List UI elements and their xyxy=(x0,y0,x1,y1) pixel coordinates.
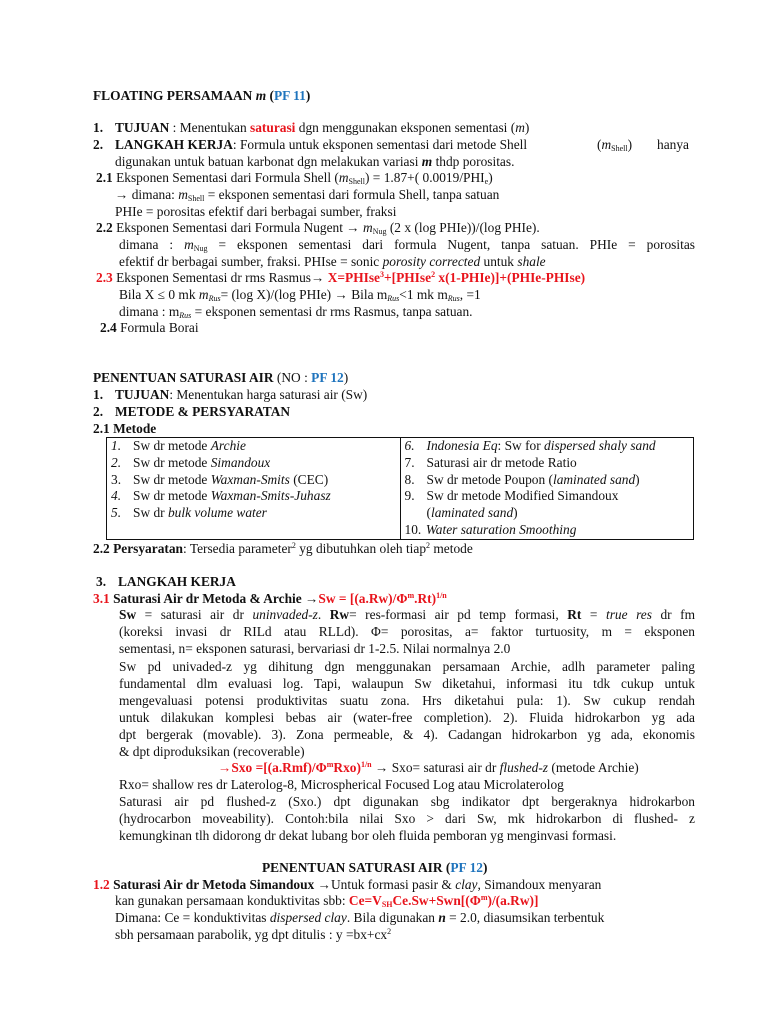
langkah-p1: ( xyxy=(597,137,602,152)
rasmus-l2sub3: Rus xyxy=(447,294,460,303)
archie-sw: Sw xyxy=(119,607,137,622)
archie-p1-line: fundamental dlm evaluasi log. Tapi, walaupun Sw diketahui, informasi itu tdk cukup untuk xyxy=(119,676,695,691)
methods-right-column xyxy=(400,438,694,540)
shell-c: ) xyxy=(488,170,493,185)
simandoux-l4a: sbh persamaan parabolik, yg dpt ditulis : y =bx+cx xyxy=(115,927,388,942)
sxo-line xyxy=(218,760,639,777)
rasmus-l2sub: Rus xyxy=(208,294,221,303)
title-m: m xyxy=(255,88,267,103)
sxo-end: (metode Archie) xyxy=(548,760,639,775)
simandoux-l2a: kan gunakan persamaan konduktivitas sbb: xyxy=(115,893,349,908)
tujuan-num: 1. xyxy=(93,120,104,135)
archie-head: Saturasi Air dr Metoda & Archie xyxy=(109,591,306,606)
sec4-ref: PF 12 xyxy=(450,860,483,875)
tujuan-m: m xyxy=(515,120,525,135)
archie-sup2: 1/n xyxy=(436,591,447,600)
method-i1: Indonesia Eq xyxy=(426,438,498,453)
nugent-line3 xyxy=(119,254,546,271)
method-b: (CEC) xyxy=(289,471,329,487)
rasmus-l2d: , =1 xyxy=(459,287,481,302)
method-item xyxy=(111,472,400,489)
sec2-close: ) xyxy=(343,370,349,385)
shell-l2m: m xyxy=(178,187,188,202)
simandoux-line3 xyxy=(115,910,604,927)
sec2-tujuan-num: 1. xyxy=(93,387,104,402)
shell-sube: e xyxy=(484,177,489,186)
langkah-num: 2. xyxy=(93,137,104,152)
borai-num: 2.4 xyxy=(100,320,117,335)
sec4-title: PENENTUAN SATURASI AIR xyxy=(262,860,443,875)
rasmus-l2a: Bila X ≤ 0 mk xyxy=(119,287,199,302)
archie-l2j: dr fm xyxy=(651,607,695,622)
langkah-line xyxy=(93,137,527,154)
sxo-formula2: Rxo) xyxy=(333,760,361,775)
archie-rw: Rw xyxy=(329,607,350,622)
archie-l2h: true res xyxy=(605,607,652,622)
rasmus-line2 xyxy=(119,287,481,304)
method-i2: laminated sand xyxy=(430,505,514,521)
simandoux-line2 xyxy=(115,893,538,910)
sxo-sup: m xyxy=(326,760,334,769)
arrow-right-icon: → xyxy=(218,760,232,775)
method-i: Waxman-Smits xyxy=(210,471,290,487)
langkah-m: m xyxy=(601,137,612,152)
rasmus-f2: +[PHIse xyxy=(384,270,432,285)
method-a: Sw dr metode xyxy=(133,454,211,470)
sxo-para-3: kemungkinan tlh didorong dr dekat lubang bor oleh fluida pemboran yg menginvasi formasi. xyxy=(119,828,617,843)
nugent-l3a: efektif dr berbagai sumber, fraksi. PHIse = sonic xyxy=(119,254,383,269)
sec2-metode xyxy=(93,404,290,421)
shell-line2 xyxy=(115,187,499,204)
title-close: ) xyxy=(305,88,311,103)
rasmus-f3: x(1-PHIe)]+(PHIe-PHIse) xyxy=(435,270,586,285)
shell-line3: PHIe = porositas efektif dari berbagai sumber, fraksi xyxy=(115,204,397,219)
archie-line xyxy=(93,591,447,608)
title-open: ( xyxy=(269,88,274,103)
nugent-l2sub: Nug xyxy=(193,244,208,253)
rasmus-l3b: = eksponen sementasi dr rms Rasmus, tanpa satuan. xyxy=(191,304,473,319)
sec4-close: ) xyxy=(482,860,488,875)
nugent-m: m xyxy=(363,220,373,235)
archie-p1-line: mengevaluasi potensi produktivitas suatu zona. Hrs diketahui pula: 1). Sw cukup rendah xyxy=(119,693,695,708)
rasmus-l2b: = (log X)/(log PHIe) → Bila m xyxy=(220,287,388,302)
rasmus-num: 2.3 xyxy=(96,270,113,285)
method-b: ) xyxy=(635,471,640,487)
arrow-right-icon: → xyxy=(305,591,319,606)
simandoux-i: clay xyxy=(455,877,478,892)
nugent-a: Eksponen Sementasi dari Formula Nugent → xyxy=(112,220,364,235)
simandoux-l3a: Dimana: Ce = konduktivitas xyxy=(115,910,270,925)
method-num: 1. xyxy=(111,438,122,453)
method-num: 5. xyxy=(111,505,122,521)
tujuan-head: TUJUAN xyxy=(115,120,170,135)
simandoux-head: Saturasi Air dr Metoda Simandoux xyxy=(109,877,318,892)
shell-l2b: = eksponen sementasi dari formula Shell, tanpa satuan xyxy=(204,187,500,202)
rasmus-f1sup: 3 xyxy=(380,270,384,279)
method-num: 4. xyxy=(111,488,122,504)
nugent-l2b: = eksponen sementasi dari formula Nugent, tanpa satuan. PHIe = porositas xyxy=(207,237,695,252)
rasmus-l3a: dimana : m xyxy=(119,304,180,319)
persyaratan-sup2: 2 xyxy=(426,541,431,550)
sec2-tujuan xyxy=(93,387,367,404)
persyaratan-b: yg dibutuhkan oleh tiap xyxy=(295,541,427,556)
shell-b: ) = 1.87+( 0.0019/PHI xyxy=(365,170,485,185)
archie-p1-line: Sw pd univaded-z yg dihitung dgn menggunakan persamaan Archie, adlh parameter paling xyxy=(119,659,695,674)
sec2-tujuan-rest: : Menentukan harga saturasi air (Sw) xyxy=(169,387,368,402)
shell-num: 2.1 xyxy=(96,170,113,185)
simandoux-l3i: dispersed clay xyxy=(269,910,347,925)
sec2-open: ( xyxy=(273,370,282,385)
borai-text: Formula Borai xyxy=(116,320,199,335)
page-title xyxy=(93,88,310,105)
method-item xyxy=(111,438,400,455)
borai-line xyxy=(100,320,199,337)
method-b: ) xyxy=(513,505,518,521)
simandoux-a: Untuk formasi pasir & xyxy=(330,877,456,892)
archie-l2b: = saturasi air dr xyxy=(136,607,253,622)
method-item xyxy=(405,472,694,489)
archie-l2g: = xyxy=(581,607,606,622)
nugent-l3i: porosity corrected xyxy=(382,254,481,269)
method-item xyxy=(111,455,400,472)
simandoux-l3c: = 2.0, diasumsikan terbentuk xyxy=(445,910,605,925)
sec2-metode-num: 2. xyxy=(93,404,104,419)
method-item xyxy=(111,488,400,505)
langkah-line2m: m xyxy=(421,154,433,169)
method-i: bulk volume water xyxy=(167,505,267,521)
rasmus-a: Eksponen Sementasi dr rms Rasmus→ xyxy=(112,270,328,285)
method-item xyxy=(111,505,400,522)
method-num: 2. xyxy=(111,454,122,470)
shell-line xyxy=(96,170,493,187)
nugent-sub: Nug xyxy=(372,227,387,236)
langkah-rest: : Formula untuk eksponen sementasi dari metode Shell xyxy=(232,137,528,152)
persyaratan-line xyxy=(93,541,473,558)
rasmus-l2c: <1 mk m xyxy=(399,287,448,302)
shell-sub: Shell xyxy=(348,177,365,186)
rasmus-line xyxy=(96,270,585,287)
simandoux-line xyxy=(93,877,601,894)
method-a: Sw dr metode xyxy=(133,471,211,487)
archie-rt: Rt xyxy=(567,607,582,622)
method-item xyxy=(405,438,694,455)
method-num: 8. xyxy=(404,471,415,487)
sec3-head: LANGKAH KERJA xyxy=(118,574,236,589)
rasmus-l3sub: Rus xyxy=(179,311,192,320)
method-item xyxy=(405,488,694,505)
archie-l2e: = res-formasi air pd temp formasi, xyxy=(349,607,568,622)
method-i: Waxman-Smits-Juhasz xyxy=(210,488,331,504)
method-item xyxy=(405,522,694,539)
nugent-l2a: dimana : xyxy=(119,237,185,252)
archie-p1-line: dpt bergerak (movable). 3). Zona permeable, & 4). Cadangan hidrokarbon yg ada, ekonomis xyxy=(119,727,695,742)
rasmus-l2sub2: Rus xyxy=(387,294,400,303)
simandoux-sub: SH xyxy=(381,900,393,909)
nugent-line xyxy=(96,220,540,237)
section-saturasi-title-2 xyxy=(262,860,487,877)
nugent-l3b: untuk xyxy=(480,254,518,269)
simandoux-formula: Ce=V xyxy=(348,893,382,908)
method-num: 10. xyxy=(404,521,422,537)
langkah-head: LANGKAH KERJA xyxy=(115,137,233,152)
archie-formula: Sw = [(a.Rw)/Φ xyxy=(318,591,408,606)
persyaratan-sup1: 2 xyxy=(291,541,296,550)
langkah-sub: Shell xyxy=(611,144,628,153)
rasmus-f1: X=PHIse xyxy=(327,270,380,285)
persyaratan-head: 2.2 Persyaratan xyxy=(93,541,183,556)
sec2-no: NO : xyxy=(281,370,312,385)
shell-l2a: → dimana: xyxy=(115,187,179,202)
langkah-hanya: hanya xyxy=(657,137,689,152)
method-a: Sw dr metode xyxy=(133,488,211,504)
sec3-num: 3. xyxy=(96,574,107,589)
sec2-metode-head: METODE & PERSYARATAN xyxy=(115,404,291,419)
methods-left-column xyxy=(107,438,401,540)
nugent-num: 2.2 xyxy=(96,220,113,235)
shell-m: m xyxy=(338,170,349,185)
rasmus-line3 xyxy=(119,304,473,321)
langkah-line2 xyxy=(115,154,514,171)
langkah-line2b: thdp porositas. xyxy=(432,154,515,169)
sxo-p-line: (hydrocarbon moveability). Contoh:bila nilai Sxo > dari Sw, mk hidrokarbon di flushed- z xyxy=(119,811,695,826)
sec2-tujuan-head: TUJUAN xyxy=(115,387,170,402)
sxo-rest: Sxo= saturasi air dr xyxy=(388,760,500,775)
method-i: Archie xyxy=(210,438,246,453)
method-a: Saturasi air dr metode Ratio xyxy=(426,454,577,470)
section-saturasi-title xyxy=(93,370,348,387)
simandoux-line4 xyxy=(115,927,391,944)
sec3-heading xyxy=(96,574,236,591)
sxo-i: flushed-z xyxy=(499,760,549,775)
sec2-metode-sub: 2.1 Metode xyxy=(93,421,157,436)
archie-para-6: & dpt diproduksikan (recoverable) xyxy=(119,744,305,759)
nugent-l3s: shale xyxy=(517,254,546,269)
tujuan-rest: dgn menggunakan eksponen sementasi ( xyxy=(295,120,516,135)
archie-p1-line: untuk dilakukan komplesi bebas air (water-free completion). 2). Fluida hidrokarbon yg ada xyxy=(119,710,695,725)
method-a: ( xyxy=(426,505,431,521)
sxo-sup2: 1/n xyxy=(360,760,372,769)
title-ref: PF 11 xyxy=(273,88,306,103)
shell-a: Eksponen Sementasi dari Formula Shell ( xyxy=(112,170,339,185)
method-i2: laminated sand xyxy=(552,471,636,487)
shell-l2sub: Shell xyxy=(187,194,205,203)
method-item xyxy=(405,505,694,522)
simandoux-sup: m xyxy=(480,893,488,902)
methods-table xyxy=(106,437,694,540)
sxo-p-line: Saturasi air pd flushed-z (Sxo.) dpt digunakan sbg indikator dpt bergeraknya hidrokarbon xyxy=(119,794,695,809)
nugent-b: (2 x (log PHIe))/(log PHIe). xyxy=(386,220,540,235)
tujuan-sep: : Menentukan xyxy=(169,120,251,135)
sec2-title: PENENTUAN SATURASI AIR xyxy=(93,370,274,385)
simandoux-l4sup: 2 xyxy=(387,927,392,936)
archie-line4: sementasi, n= eksponen saturasi, bervariasi dr 1-2.5. Nilai normalnya 2.0 xyxy=(119,641,511,656)
sec4-open: ( xyxy=(442,860,451,875)
persyaratan-a: : Tersedia parameter xyxy=(183,541,292,556)
simandoux-formula3: )/(a.Rw)] xyxy=(487,893,539,908)
rasmus-l2m: m xyxy=(198,287,209,302)
tujuan-end: ) xyxy=(524,120,530,135)
arrow-right-icon: → xyxy=(374,760,389,775)
langkah-shell xyxy=(597,137,632,154)
archie-sup1: m xyxy=(407,591,415,600)
method-a: : Sw for xyxy=(497,438,545,453)
sxo-formula: Sxo =[(a.Rmf)/Φ xyxy=(231,760,327,775)
archie-l2c: . xyxy=(317,607,330,622)
method-num: 6. xyxy=(404,438,415,453)
method-a: Sw dr xyxy=(133,505,168,521)
archie-formula2: .Rt) xyxy=(414,591,437,606)
simandoux-b: , Simandoux menyaran xyxy=(477,877,602,892)
simandoux-l3n: n xyxy=(438,910,446,925)
langkah-line2a: digunakan untuk batuan karbonat dgn melakukan variasi xyxy=(115,154,422,169)
arrow-right-icon: → xyxy=(317,877,331,892)
simandoux-num: 1.2 xyxy=(93,877,110,892)
simandoux-formula2: Ce.Sw+Swn[(Φ xyxy=(392,893,481,908)
method-num: 7. xyxy=(404,454,415,470)
langkah-p2: ) xyxy=(627,137,633,152)
title-text: FLOATING PERSAMAAN xyxy=(93,88,253,103)
method-i2: Water saturation Smoothing xyxy=(425,521,577,537)
method-num: 3. xyxy=(111,471,122,487)
rxo-line: Rxo= shallow res dr Laterolog-8, Microspherical Focused Log atau Microlaterolog xyxy=(119,777,564,792)
rasmus-f2sup: 2 xyxy=(431,270,436,279)
simandoux-l3b: . Bila digunakan xyxy=(346,910,439,925)
method-a: Sw dr metode Poupon ( xyxy=(426,471,553,487)
method-a: Sw dr metode Modified Simandoux xyxy=(426,488,619,504)
method-a: Sw dr metode xyxy=(133,438,211,453)
archie-l2i: uninvaded-z xyxy=(252,607,318,622)
nugent-l2m: m xyxy=(184,237,194,252)
method-i2: dispersed shaly sand xyxy=(544,438,656,453)
persyaratan-c: metode xyxy=(430,541,473,556)
method-num: 9. xyxy=(404,488,415,504)
tujuan-key: saturasi xyxy=(250,120,296,135)
method-item xyxy=(405,455,694,472)
sec2-ref: PF 12 xyxy=(311,370,344,385)
tujuan-line xyxy=(93,120,529,137)
archie-num: 3.1 xyxy=(93,591,110,606)
method-i: Simandoux xyxy=(210,454,271,470)
archie-l3: (koreksi invasi dr RILd atau RLLd). Φ= porositas, a= faktor turtuosity, m = eksponen xyxy=(119,624,695,639)
